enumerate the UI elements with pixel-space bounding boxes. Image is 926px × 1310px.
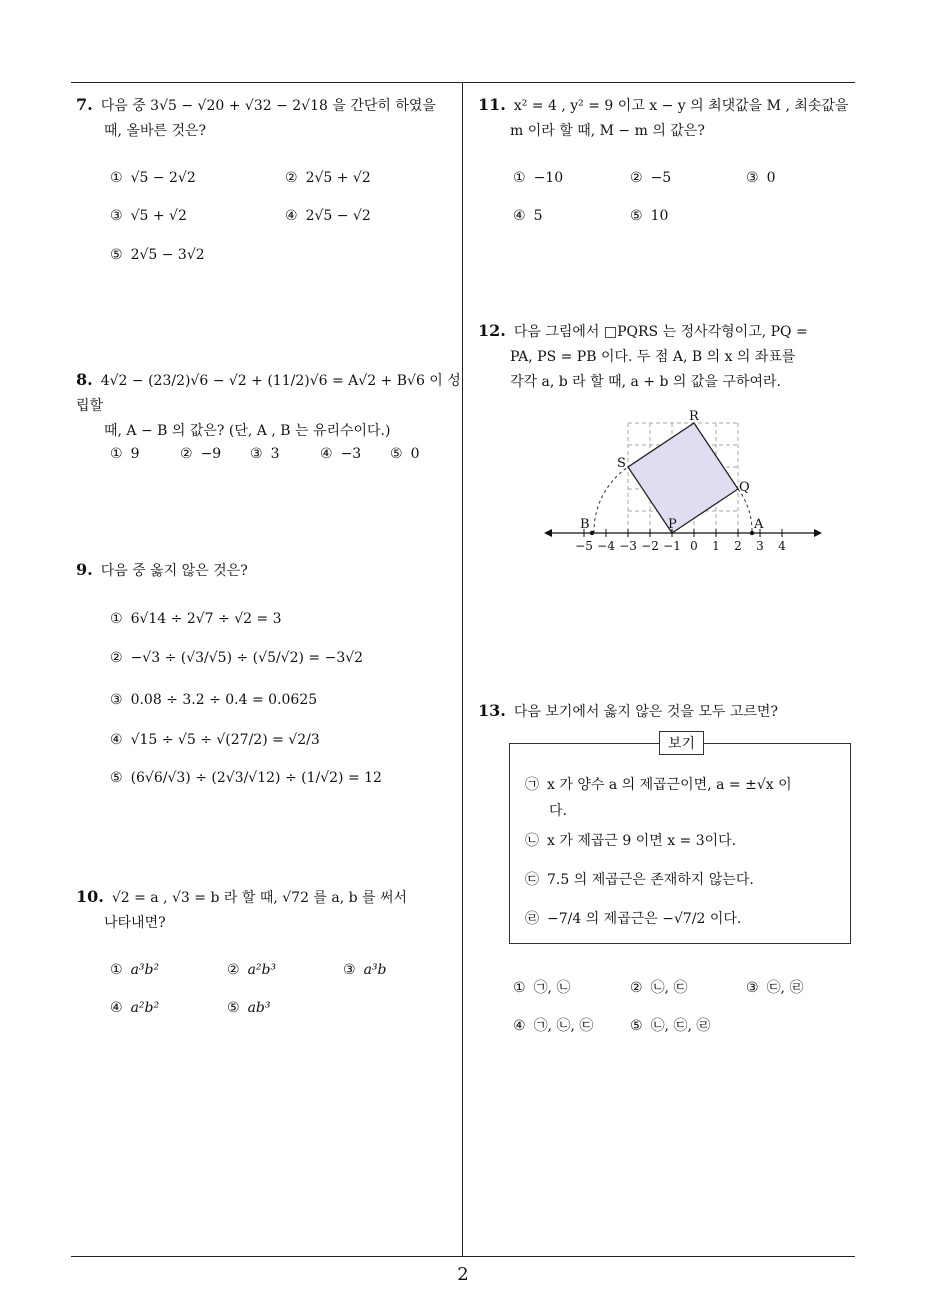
question-9 (76, 557, 456, 584)
bottom-rule (71, 1256, 855, 1257)
choice-text: −5 (650, 170, 672, 186)
choice-text: ab³ (247, 1000, 271, 1016)
choice-1[interactable] (110, 170, 196, 186)
choice-text: 0 (766, 170, 776, 186)
choice-text: √15 ÷ √5 ÷ √(27/2) = √2/3 (130, 732, 320, 748)
choice-mark: ② (285, 170, 298, 186)
choice-3[interactable] (343, 962, 386, 978)
choice-text: 3 (270, 446, 280, 462)
label-s: S (617, 456, 626, 471)
label-q: Q (739, 480, 750, 495)
choice-4[interactable] (285, 208, 371, 224)
label-a: A (754, 517, 764, 532)
bogi-item-1-cont: 다. (549, 803, 567, 819)
choice-mark: ⑤ (227, 1000, 240, 1016)
choice-2[interactable] (285, 170, 371, 186)
item-mark: ㉡ (525, 833, 539, 849)
choice-text: a³b (363, 962, 387, 978)
choice-1[interactable] (110, 611, 282, 627)
choice-4[interactable] (320, 446, 361, 462)
arc-b (594, 467, 628, 533)
choice-text: ㉠, ㉡ (533, 980, 571, 996)
page-number: 2 (457, 1264, 469, 1285)
choice-5[interactable] (227, 1000, 270, 1016)
choice-text: ㉡, ㉢, ㉣ (650, 1018, 711, 1034)
choice-text: a³b² (130, 962, 160, 978)
choice-mark: ③ (110, 208, 123, 224)
choice-mark: ⑤ (110, 770, 123, 786)
choice-text: −√3 ÷ (√3/√5) ÷ (√5/√2) = −3√2 (130, 650, 364, 666)
top-rule (71, 82, 855, 83)
arrow-left (544, 529, 552, 537)
question-stem-line2: 때, 올바른 것은? (104, 123, 207, 139)
tick-label: −3 (619, 539, 637, 553)
choice-mark: ① (110, 962, 123, 978)
question-7 (76, 92, 456, 144)
tick-label: −1 (663, 539, 681, 553)
question-number: 12. (478, 321, 506, 340)
choice-mark: ⑤ (630, 208, 643, 224)
choice-mark: ⑤ (630, 1018, 643, 1034)
label-b: B (580, 517, 590, 532)
item-mark: ㉣ (525, 911, 539, 927)
q12-figure (540, 405, 830, 560)
square-pqrs (628, 423, 738, 533)
choice-4[interactable] (110, 732, 320, 748)
bogi-item-4 (525, 907, 741, 931)
choice-mark: ④ (513, 1018, 526, 1034)
question-stem-line2: 나타내면? (104, 915, 166, 931)
question-stem: 다음 중 옳지 않은 것은? (100, 563, 248, 579)
bogi-item-3 (525, 868, 754, 892)
tick-label: −4 (597, 539, 615, 553)
question-stem: 다음 보기에서 옳지 않은 것을 모두 고르면? (513, 704, 778, 720)
choice-5[interactable] (110, 770, 382, 786)
label-r: R (689, 409, 699, 424)
choice-text: −9 (200, 446, 222, 462)
choice-text: 2√5 + √2 (305, 170, 371, 186)
choice-mark: ⑤ (110, 247, 123, 263)
arrow-right (814, 529, 822, 537)
choice-mark: ④ (285, 208, 298, 224)
choice-1[interactable] (110, 446, 139, 462)
choice-mark: ② (630, 170, 643, 186)
item-text: −7/4 의 제곱근은 −√7/2 이다. (547, 911, 742, 927)
question-12 (478, 318, 863, 395)
choice-2[interactable] (227, 962, 276, 978)
bogi-title: 보기 (659, 731, 704, 755)
question-8 (76, 367, 461, 444)
choice-text: √5 + √2 (130, 208, 187, 224)
question-stem-line1: x² = 4 , y² = 9 이고 x − y 의 최댓값을 M , 최솟값을 (513, 98, 849, 114)
choice-text: 9 (130, 446, 140, 462)
question-stem-line1: 4√2 − (23/2)√6 − √2 + (11/2)√6 = A√2 + B√6 이 성립할 (76, 373, 461, 414)
choice-text: 2√5 − √2 (305, 208, 371, 224)
question-stem-line2: PA, PS = PB 이다. 두 점 A, B 의 x 의 좌표를 (510, 349, 796, 365)
choice-3[interactable] (250, 446, 279, 462)
choice-mark: ④ (320, 446, 333, 462)
question-13 (478, 698, 863, 725)
choice-text: 6√14 ÷ 2√7 ÷ √2 = 3 (130, 611, 282, 627)
question-stem-line2: m 이라 할 때, M − m 의 값은? (510, 123, 705, 139)
choice-4[interactable] (110, 1000, 159, 1016)
choice-mark: ① (110, 611, 123, 627)
choice-3[interactable] (746, 977, 803, 997)
choice-text: a²b³ (247, 962, 277, 978)
choice-text: a²b² (130, 1000, 160, 1016)
question-stem-line2: 때, A − B 의 값은? (단, A , B 는 유리수이다.) (104, 423, 391, 439)
label-p: P (668, 517, 677, 532)
choice-mark: ④ (110, 1000, 123, 1016)
question-stem-line1: √2 = a , √3 = b 라 할 때, √72 를 a, b 를 써서 (111, 890, 408, 906)
tick-label: 0 (690, 539, 698, 553)
choice-text: −10 (533, 170, 564, 186)
choice-5[interactable] (110, 247, 205, 263)
item-mark: ㉢ (525, 872, 539, 888)
choice-1[interactable] (110, 962, 159, 978)
tick-label: 3 (756, 539, 764, 553)
question-stem-line1: 다음 그림에서 □PQRS 는 정사각형이고, PQ = (513, 324, 808, 340)
choice-mark: ① (110, 446, 123, 462)
choice-4[interactable] (513, 1015, 593, 1035)
choice-text: 2√5 − 3√2 (130, 247, 205, 263)
choice-3[interactable] (110, 208, 187, 224)
choice-2[interactable] (180, 446, 221, 462)
question-number: 7. (76, 95, 93, 114)
choice-5[interactable] (630, 208, 668, 224)
choice-mark: ① (513, 980, 526, 996)
tick-label: 1 (712, 539, 720, 553)
choice-mark: ① (110, 170, 123, 186)
item-text: x 가 제곱근 9 이면 x = 3이다. (547, 833, 737, 849)
arc-a (738, 489, 752, 533)
choice-mark: ② (630, 980, 643, 996)
tick-label: −2 (641, 539, 659, 553)
choice-mark: ③ (746, 170, 759, 186)
tick-label: 2 (734, 539, 742, 553)
choice-mark: ④ (513, 208, 526, 224)
choice-mark: ② (227, 962, 240, 978)
choice-mark: ① (513, 170, 526, 186)
choice-text: ㉠, ㉡, ㉢ (533, 1018, 594, 1034)
choice-mark: ② (180, 446, 193, 462)
choice-5[interactable] (630, 1015, 710, 1035)
choice-1[interactable] (513, 170, 563, 186)
choice-3[interactable] (746, 170, 775, 186)
question-10 (76, 884, 461, 936)
question-11 (478, 92, 863, 144)
choice-2[interactable] (110, 650, 363, 666)
question-number: 13. (478, 701, 506, 720)
item-mark: ㉠ (525, 777, 539, 793)
choice-text: ㉡, ㉢ (650, 980, 688, 996)
question-number: 9. (76, 560, 93, 579)
choice-mark: ③ (110, 692, 123, 708)
column-divider (462, 82, 463, 1257)
choice-text: −3 (340, 446, 362, 462)
choice-3[interactable] (110, 692, 317, 708)
choice-text: √5 − 2√2 (130, 170, 196, 186)
question-number: 8. (76, 370, 93, 389)
tick-label: 4 (778, 539, 786, 553)
choice-4[interactable] (513, 208, 542, 224)
choice-text: 0.08 ÷ 3.2 ÷ 0.4 = 0.0625 (130, 692, 318, 708)
choice-text: (6√6/√3) ÷ (2√3/√12) ÷ (1/√2) = 12 (130, 770, 382, 786)
bogi-item-1 (525, 773, 792, 797)
point-b-dot (590, 531, 594, 535)
choice-text: 0 (410, 446, 420, 462)
question-stem-line3: 각각 a, b 라 할 때, a + b 의 값을 구하여라. (510, 374, 781, 390)
choice-mark: ③ (343, 962, 356, 978)
choice-2[interactable] (630, 170, 671, 186)
item-text: 7.5 의 제곱근은 존재하지 않는다. (547, 872, 754, 888)
bogi-item-2 (525, 829, 736, 853)
question-stem-line1: 다음 중 3√5 − √20 + √32 − 2√18 을 간단히 하였을 (100, 98, 436, 114)
choice-text: ㉢, ㉣ (766, 980, 804, 996)
choice-mark: ③ (250, 446, 263, 462)
choice-mark: ④ (110, 732, 123, 748)
item-text: x 가 양수 a 의 제곱근이면, a = ±√x 이 (547, 777, 792, 793)
question-number: 11. (478, 95, 506, 114)
choice-text: 10 (650, 208, 669, 224)
choice-mark: ⑤ (390, 446, 403, 462)
choice-text: 5 (533, 208, 543, 224)
choice-5[interactable] (390, 446, 419, 462)
choice-1[interactable] (513, 977, 570, 997)
choice-2[interactable] (630, 977, 687, 997)
tick-label: −5 (575, 539, 593, 553)
choice-mark: ③ (746, 980, 759, 996)
choice-mark: ② (110, 650, 123, 666)
question-number: 10. (76, 887, 104, 906)
